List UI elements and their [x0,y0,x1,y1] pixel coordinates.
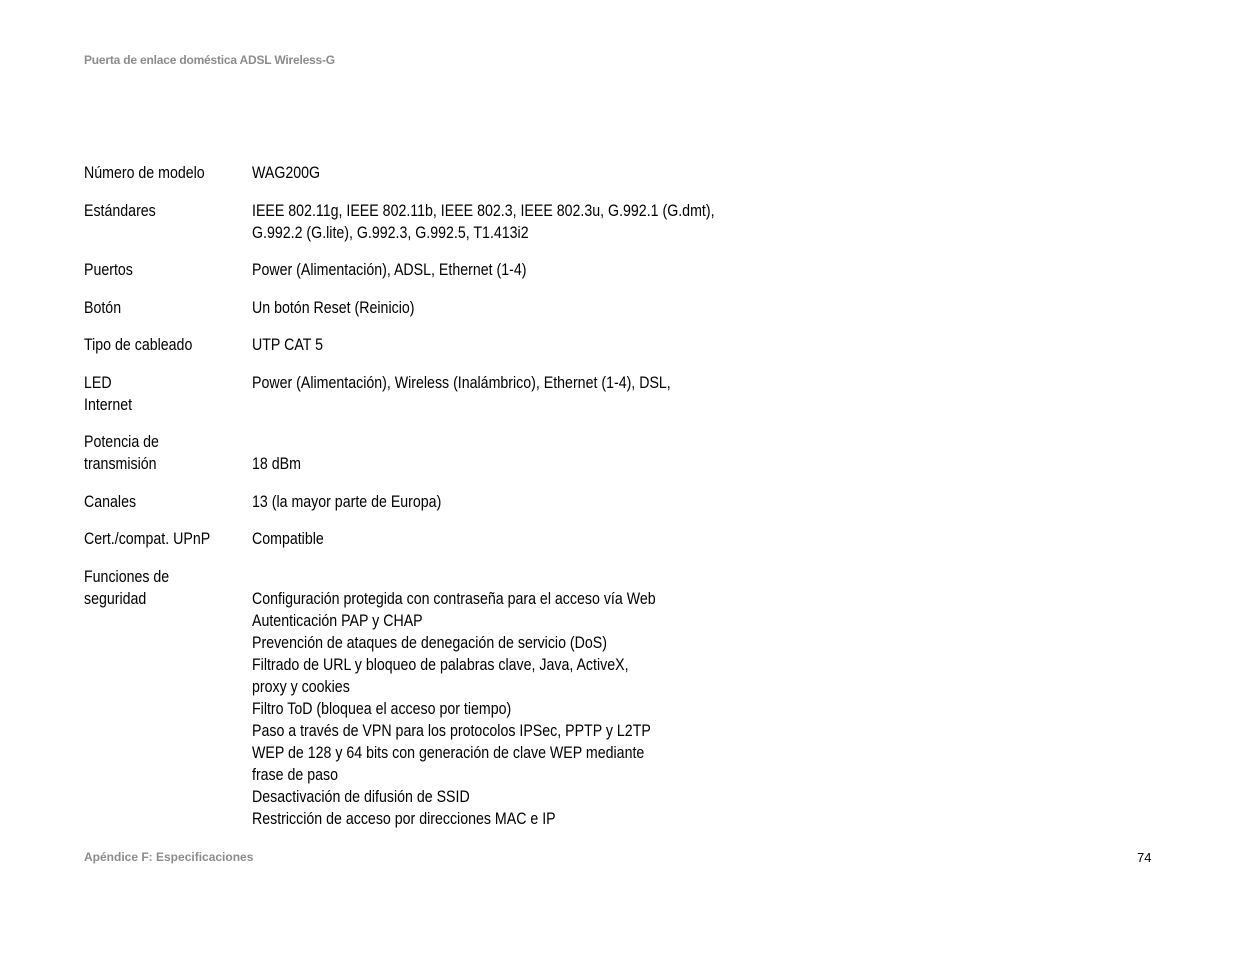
spec-label [84,200,252,244]
spec-value-line: 13 (la mayor parte de Europa) [252,492,442,511]
spec-label-line: Botón [84,298,122,317]
spec-label-line: LED [84,373,112,392]
spec-value-line: Paso a través de VPN para los protocolos IPSec, PPTP y L2TP [252,721,651,740]
spec-value [252,431,804,475]
spec-row-security [84,566,804,830]
spec-label [84,259,252,281]
spec-value-line: Prevención de ataques de denegación de servicio (DoS) [252,633,607,652]
spec-value-line: proxy y cookies [252,677,350,696]
spec-value-line: Filtro ToD (bloquea el acceso por tiempo) [252,699,512,718]
spec-value-line: WAG200G [252,164,321,182]
document-header: Puerta de enlace doméstica ADSL Wireless-G [84,53,335,67]
spec-row-upnp [84,528,804,550]
spec-value [252,162,804,184]
spec-value [252,528,804,550]
spec-label [84,528,252,550]
spec-value [252,200,804,244]
spec-value-line: Power (Alimentación), ADSL, Ethernet (1-4) [252,261,527,279]
spec-row-model [84,162,804,184]
spec-label-line: Tipo de cableado [84,336,193,354]
spec-value-line [252,431,727,453]
spec-value-line: IEEE 802.11g, IEEE 802.11b, IEEE 802.3, IEEE 802.3u, G.992.1 (G.dmt), [252,201,715,220]
spec-label-line: Internet [84,395,133,414]
spec-value-line: Configuración protegida con contraseña para el acceso vía Web [252,589,656,608]
spec-row-leds [84,372,804,416]
spec-value-line: frase de paso [252,765,338,784]
spec-value [252,566,804,830]
spec-label-line: Puertos [84,261,133,279]
spec-label-line: Estándares [84,201,156,220]
footer-section-title: Apéndice F: Especificaciones [84,850,254,864]
spec-label-line: Cert./compat. UPnP [84,530,211,548]
spec-row-ports [84,259,804,281]
spec-row-button [84,297,804,319]
spec-row-cabling [84,334,804,356]
spec-value-line: Filtrado de URL y bloqueo de palabras clave, Java, ActiveX, [252,655,629,674]
page-number: 74 [1137,850,1152,865]
spec-label [84,566,252,830]
spec-label-line: seguridad [84,589,147,608]
spec-value-line [252,566,727,588]
spec-label [84,491,252,513]
spec-label [84,297,252,319]
spec-label-line: transmisión [84,455,157,473]
spec-row-channels [84,491,804,513]
spec-value [252,297,804,319]
spec-value-line: Compatible [252,530,324,548]
spec-value-line: 18 dBm [252,455,301,473]
spec-label [84,372,252,416]
spec-label [84,334,252,356]
spec-value-line: Restricción de acceso por direcciones MAC e IP [252,809,556,828]
spec-label-line: Número de modelo [84,164,205,182]
spec-value-line: Autenticación PAP y CHAP [252,611,423,630]
spec-value-line: UTP CAT 5 [252,336,323,354]
spec-value-line: G.992.2 (G.lite), G.992.3, G.992.5, T1.413i2 [252,223,529,242]
spec-row-standards [84,200,804,244]
spec-label [84,431,252,475]
spec-value [252,259,804,281]
spec-value-line: Desactivación de difusión de SSID [252,787,470,806]
spec-value [252,372,804,416]
spec-value-line: WEP de 128 y 64 bits con generación de clave WEP mediante [252,743,645,762]
spec-value [252,334,804,356]
spec-row-transmit-power [84,431,804,475]
spec-value-line: Power (Alimentación), Wireless (Inalámbrico), Ethernet (1-4), DSL, [252,373,671,392]
spec-value-line: Un botón Reset (Reinicio) [252,298,415,317]
spec-label-line: Funciones de [84,567,170,586]
spec-label-line: Potencia de [84,433,159,451]
spec-label [84,162,252,184]
spec-label-line: Canales [84,492,137,511]
spec-value [252,491,804,513]
specifications-table [84,162,804,845]
